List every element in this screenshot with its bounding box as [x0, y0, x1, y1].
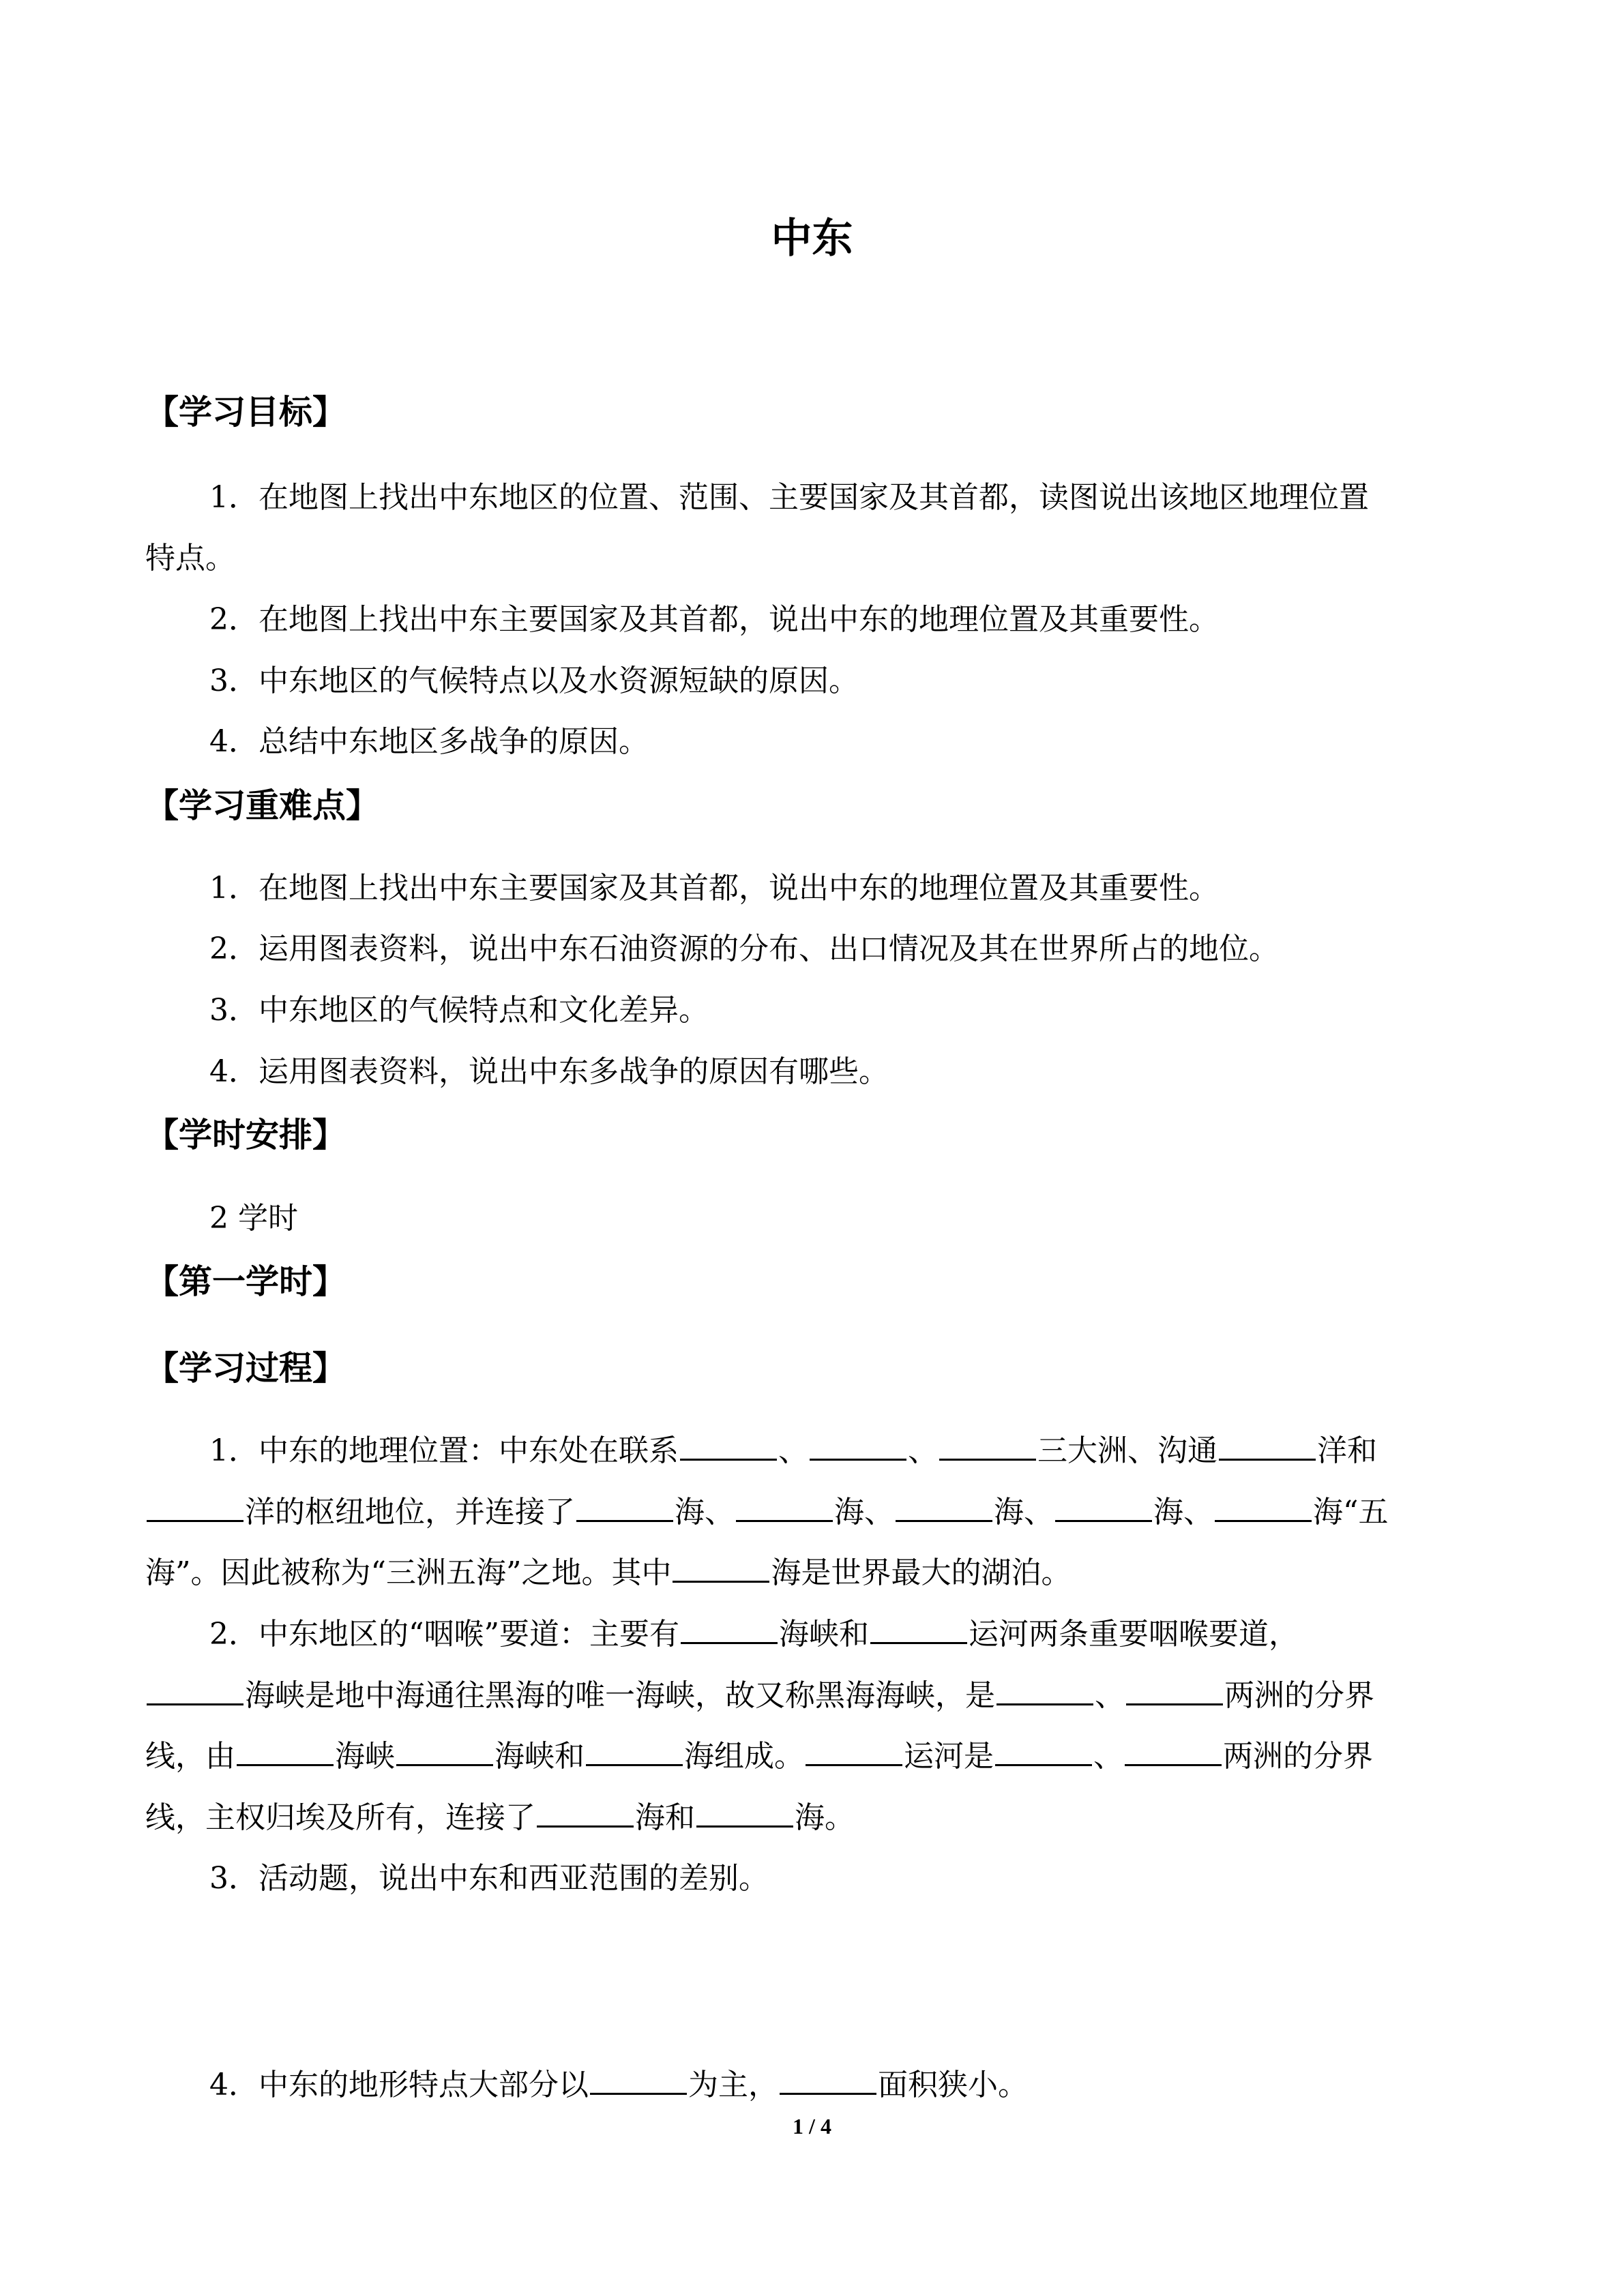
- question-2-line-1: [209, 1615, 1299, 1654]
- process-heading: 【学习过程】: [145, 1349, 346, 1388]
- text-segment: 2．中东地区的“咽喉”要道：主要有: [209, 1617, 679, 1652]
- question-3: 3．活动题，说出中东和西亚范围的差别。: [209, 1861, 769, 1896]
- objectives-heading: 【学习目标】: [145, 393, 346, 432]
- schedule-value: 2 学时: [209, 1201, 298, 1236]
- answer-blank[interactable]: [396, 1737, 493, 1766]
- text-segment: 洋和: [1317, 1433, 1377, 1468]
- first-lesson-heading: 【第一学时】: [145, 1262, 346, 1301]
- text-segment: 三大洲、沟通: [1037, 1433, 1217, 1468]
- question-2-line-2: [145, 1676, 1374, 1716]
- text-segment: 线，主权归埃及所有，连接了: [145, 1800, 535, 1835]
- answer-blank[interactable]: [590, 2066, 687, 2095]
- answer-blank[interactable]: [1055, 1493, 1152, 1522]
- text-segment: 两洲的分界: [1223, 1739, 1373, 1774]
- text-segment: 海峡是地中海通往黑海的唯一海峡，故又称黑海海峡，是: [245, 1678, 995, 1713]
- answer-blank[interactable]: [939, 1431, 1036, 1461]
- text-segment: 海、: [1153, 1495, 1213, 1530]
- key-points-heading: 【学习重难点】: [145, 786, 380, 825]
- objective-item-1-line-2: 特点。: [145, 541, 235, 576]
- objective-item-1-line-1: 1．在地图上找出中东地区的位置、范围、主要国家及其首都，读图说出该地区地理位置: [209, 480, 1369, 515]
- answer-blank[interactable]: [896, 1493, 992, 1522]
- page-number: 1 / 4: [793, 2114, 831, 2138]
- answer-blank[interactable]: [806, 1737, 902, 1766]
- answer-blank[interactable]: [810, 1431, 906, 1461]
- question-2-line-4: [145, 1798, 855, 1838]
- text-segment: 海、: [994, 1495, 1054, 1530]
- text-segment: 海是世界最大的湖泊。: [771, 1555, 1072, 1590]
- answer-blank[interactable]: [586, 1737, 683, 1766]
- answer-blank[interactable]: [680, 1431, 777, 1461]
- answer-blank[interactable]: [1215, 1493, 1312, 1522]
- objective-item-2: 2．在地图上找出中东主要国家及其首都，说出中东的地理位置及其重要性。: [209, 602, 1219, 637]
- question-2-line-3: [145, 1737, 1373, 1776]
- answer-blank[interactable]: [996, 1676, 1093, 1705]
- answer-blank[interactable]: [696, 1798, 793, 1828]
- text-segment: 海。: [795, 1800, 855, 1835]
- text-segment: 海峡和: [494, 1739, 585, 1774]
- answer-blank[interactable]: [537, 1798, 634, 1828]
- text-segment: 、: [778, 1433, 808, 1468]
- answer-blank[interactable]: [1125, 1737, 1222, 1766]
- answer-blank[interactable]: [995, 1737, 1092, 1766]
- question-1-line-1: [209, 1431, 1377, 1471]
- question-1-line-3: [145, 1553, 1071, 1593]
- key-point-item-1: 1．在地图上找出中东主要国家及其首都，说出中东的地理位置及其重要性。: [209, 871, 1219, 906]
- text-segment: 海和: [635, 1800, 695, 1835]
- answer-blank[interactable]: [681, 1615, 778, 1644]
- text-segment: 、: [1093, 1739, 1123, 1774]
- answer-blank[interactable]: [237, 1737, 334, 1766]
- text-segment: 两洲的分界: [1224, 1678, 1374, 1713]
- question-1-line-2: [145, 1493, 1389, 1532]
- answer-blank[interactable]: [1219, 1431, 1316, 1461]
- schedule-heading: 【学时安排】: [145, 1116, 346, 1154]
- text-segment: 海”。因此被称为“三洲五海”之地。其中: [145, 1555, 672, 1590]
- text-segment: 海“五: [1313, 1495, 1389, 1530]
- key-point-item-3: 3．中东地区的气候特点和文化差异。: [209, 993, 709, 1028]
- key-point-item-4: 4．运用图表资料，说出中东多战争的原因有哪些。: [209, 1054, 889, 1089]
- text-segment: 运河两条重要咽喉要道，: [968, 1617, 1299, 1652]
- question-4: [209, 2066, 1028, 2105]
- answer-blank[interactable]: [576, 1493, 673, 1522]
- text-segment: 、: [908, 1433, 938, 1468]
- document-title: 中东: [771, 215, 853, 263]
- answer-blank[interactable]: [1126, 1676, 1223, 1705]
- text-segment: 、: [1095, 1678, 1125, 1713]
- answer-blank[interactable]: [736, 1493, 833, 1522]
- text-segment: 面积狭小。: [878, 2068, 1028, 2102]
- objective-item-3: 3．中东地区的气候特点以及水资源短缺的原因。: [209, 664, 859, 698]
- answer-blank[interactable]: [780, 2066, 876, 2095]
- objective-item-4: 4．总结中东地区多战争的原因。: [209, 724, 649, 759]
- text-segment: 4．中东的地形特点大部分以: [209, 2068, 589, 2102]
- text-segment: 洋的枢纽地位，并连接了: [245, 1495, 575, 1530]
- text-segment: 海、: [675, 1495, 735, 1530]
- answer-blank[interactable]: [147, 1493, 243, 1522]
- key-point-item-2: 2．运用图表资料，说出中东石油资源的分布、出口情况及其在世界所占的地位。: [209, 931, 1279, 966]
- text-segment: 为主，: [688, 2068, 778, 2102]
- text-segment: 线，由: [145, 1739, 235, 1774]
- text-segment: 运河是: [904, 1739, 994, 1774]
- text-segment: 海、: [834, 1495, 894, 1530]
- answer-blank[interactable]: [147, 1676, 243, 1705]
- answer-blank[interactable]: [673, 1553, 769, 1583]
- text-segment: 海峡: [335, 1739, 395, 1774]
- answer-blank[interactable]: [870, 1615, 967, 1644]
- text-segment: 海峡和: [778, 1617, 869, 1652]
- text-segment: 1．中东的地理位置：中东处在联系: [209, 1433, 679, 1468]
- text-segment: 海组成。: [684, 1739, 804, 1774]
